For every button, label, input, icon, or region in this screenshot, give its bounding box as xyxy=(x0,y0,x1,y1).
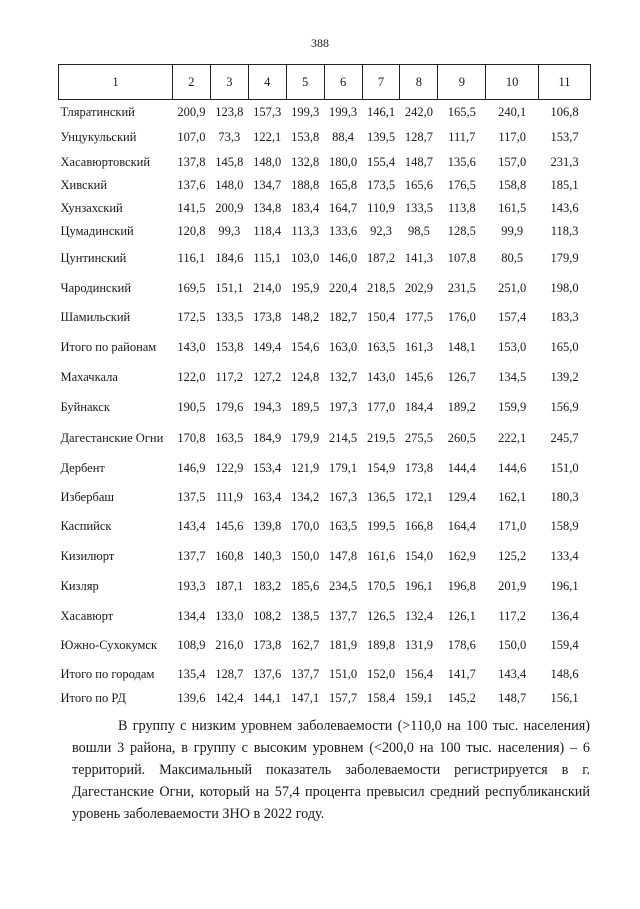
value-cell: 113,8 xyxy=(447,201,476,215)
value-cell: 141,5 xyxy=(177,201,206,215)
value-cell: 179,6 xyxy=(215,399,244,414)
value-cell: 163,5 xyxy=(366,340,396,354)
value-cell: 214,5 xyxy=(329,430,358,445)
value-cell: 158,8 xyxy=(498,178,527,192)
value-cell: 157,7 xyxy=(329,691,358,705)
value-cell: 155,4 xyxy=(366,154,396,169)
value-cell: 113,3 xyxy=(291,224,319,238)
value-cell: 118,4 xyxy=(253,224,282,238)
value-cell: 183,2 xyxy=(253,579,282,593)
value-cell: 139,6 xyxy=(177,691,206,705)
row-name-cell: Цумадинский xyxy=(60,224,134,238)
value-cell: 161,6 xyxy=(366,549,396,563)
value-cell: 131,9 xyxy=(404,638,433,652)
value-cell: 164,7 xyxy=(329,201,358,215)
body-paragraph: В группу с низким уровнем заболеваемости (>110,0 на 100 тыс. населения) вошли 3 района, в группу с высоким уровнем (<200,0 на 100 тыс. населения) – 6 территорий. Максимальный показатель заболеваемости регистрируется в г. Дагестанские Огни, который на 57,4 процента превысил средний республиканский уровень заболеваемости ЗНО в 2022 году. xyxy=(72,718,590,822)
value-cell: 146,0 xyxy=(329,250,358,265)
row-name-cell: Цунтинский xyxy=(60,250,127,265)
value-cell: 107,8 xyxy=(447,250,476,265)
value-cell: 116,1 xyxy=(177,250,206,265)
value-cell: 98,5 xyxy=(407,224,430,238)
value-cell: 183,3 xyxy=(550,310,579,324)
value-cell: 170,8 xyxy=(177,430,206,445)
table-row xyxy=(59,632,591,660)
value-cell: 121,9 xyxy=(291,461,320,475)
value-cell: 231,5 xyxy=(447,280,476,295)
value-cell: 163,5 xyxy=(215,430,244,445)
value-cell: 122,9 xyxy=(215,461,244,475)
value-cell: 142,4 xyxy=(215,691,244,705)
value-cell: 127,2 xyxy=(253,369,282,384)
value-cell: 111,9 xyxy=(215,490,243,504)
column-header: 10 xyxy=(486,65,539,100)
column-header: 8 xyxy=(400,65,438,100)
value-cell: 132,4 xyxy=(404,609,433,623)
value-cell: 136,4 xyxy=(550,609,579,623)
value-cell: 140,3 xyxy=(253,549,282,563)
page-number: 388 xyxy=(311,36,329,50)
table-row xyxy=(59,454,591,484)
row-name-cell: Южно-Сухокумск xyxy=(60,638,158,652)
value-cell: 159,1 xyxy=(404,691,433,705)
value-cell: 159,9 xyxy=(498,399,527,414)
row-name-cell: Дагестанские Огни xyxy=(60,430,164,445)
value-cell: 139,5 xyxy=(366,129,396,144)
value-cell: 103,0 xyxy=(291,250,320,265)
value-cell: 108,2 xyxy=(253,609,282,623)
value-cell: 133,5 xyxy=(215,310,244,324)
table-row xyxy=(59,602,591,632)
value-cell: 143,6 xyxy=(550,201,579,215)
value-cell: 196,1 xyxy=(550,579,579,593)
row-name-cell: Хивский xyxy=(60,178,108,192)
value-cell: 73,3 xyxy=(218,129,241,144)
row-name-cell: Тляратинский xyxy=(60,104,135,119)
value-cell: 189,5 xyxy=(291,399,320,414)
value-cell: 165,8 xyxy=(329,178,358,192)
value-cell: 122,0 xyxy=(177,369,206,384)
value-cell: 150,4 xyxy=(366,310,396,324)
value-cell: 137,7 xyxy=(329,609,358,623)
value-cell: 200,9 xyxy=(177,104,206,119)
value-cell: 144,6 xyxy=(498,461,527,475)
value-cell: 167,3 xyxy=(329,490,358,504)
value-cell: 147,1 xyxy=(291,691,320,705)
value-cell: 133,4 xyxy=(550,549,579,563)
value-cell: 151,1 xyxy=(215,280,244,295)
column-header: 5 xyxy=(286,65,324,100)
table-row xyxy=(59,333,591,363)
value-cell: 125,2 xyxy=(498,549,527,563)
value-cell: 92,3 xyxy=(370,224,392,238)
table-row xyxy=(59,303,591,333)
value-cell: 162,9 xyxy=(447,549,476,563)
value-cell: 128,7 xyxy=(215,666,244,681)
value-cell: 117,0 xyxy=(498,129,526,144)
value-cell: 151,0 xyxy=(329,666,358,681)
value-cell: 216,0 xyxy=(215,638,244,652)
value-cell: 153,7 xyxy=(550,129,579,144)
value-cell: 139,8 xyxy=(253,519,282,533)
row-name-cell: Каспийск xyxy=(60,519,112,533)
value-cell: 251,0 xyxy=(498,280,527,295)
value-cell: 143,0 xyxy=(366,369,396,384)
value-cell: 135,4 xyxy=(177,666,206,681)
value-cell: 194,3 xyxy=(253,399,282,414)
value-cell: 154,6 xyxy=(291,340,320,354)
value-cell: 275,5 xyxy=(404,430,433,445)
value-cell: 180,0 xyxy=(329,154,358,169)
value-cell: 160,8 xyxy=(215,549,244,563)
value-cell: 128,5 xyxy=(447,224,476,238)
value-cell: 242,0 xyxy=(404,104,433,119)
table-row xyxy=(59,175,591,197)
value-cell: 157,0 xyxy=(498,154,527,169)
column-header: 11 xyxy=(539,65,591,100)
value-cell: 148,6 xyxy=(550,666,579,681)
column-header: 9 xyxy=(438,65,486,100)
table-row xyxy=(59,197,591,221)
row-name-cell: Шамильский xyxy=(60,310,131,324)
value-cell: 135,6 xyxy=(447,154,476,169)
value-cell: 158,9 xyxy=(550,519,579,533)
table-row xyxy=(59,125,591,150)
value-cell: 189,2 xyxy=(447,399,476,414)
value-cell: 156,4 xyxy=(404,666,433,681)
row-name-cell: Итого по городам xyxy=(60,666,155,681)
value-cell: 201,9 xyxy=(498,579,527,593)
value-cell: 176,0 xyxy=(447,310,476,324)
value-cell: 120,8 xyxy=(177,224,206,238)
value-cell: 137,5 xyxy=(177,490,206,504)
value-cell: 196,1 xyxy=(404,579,433,593)
value-cell: 148,0 xyxy=(215,178,244,192)
value-cell: 144,4 xyxy=(447,461,476,475)
value-cell: 198,0 xyxy=(550,280,579,295)
table-row xyxy=(59,100,591,125)
value-cell: 150,0 xyxy=(498,638,527,652)
value-cell: 146,1 xyxy=(366,104,396,119)
value-cell: 106,8 xyxy=(550,104,579,119)
value-cell: 170,0 xyxy=(291,519,320,533)
value-cell: 245,7 xyxy=(550,430,579,445)
value-cell: 134,4 xyxy=(177,609,206,623)
value-cell: 134,2 xyxy=(291,490,320,504)
value-cell: 156,9 xyxy=(550,399,579,414)
value-cell: 187,1 xyxy=(215,579,244,593)
value-cell: 180,3 xyxy=(550,490,579,504)
value-cell: 133,0 xyxy=(215,609,244,623)
row-name-cell: Итого по РД xyxy=(60,691,126,705)
value-cell: 144,1 xyxy=(253,691,282,705)
value-cell: 199,3 xyxy=(329,104,358,119)
value-cell: 108,9 xyxy=(177,638,206,652)
row-name-cell: Избербаш xyxy=(60,490,114,504)
value-cell: 137,8 xyxy=(177,154,206,169)
value-cell: 185,6 xyxy=(291,579,320,593)
value-cell: 197,3 xyxy=(329,399,358,414)
table-row xyxy=(59,542,591,572)
value-cell: 148,7 xyxy=(498,691,527,705)
value-cell: 143,4 xyxy=(498,666,527,681)
row-name-cell: Дербент xyxy=(60,461,105,475)
value-cell: 177,0 xyxy=(366,399,396,414)
value-cell: 126,5 xyxy=(366,609,396,623)
value-cell: 141,3 xyxy=(404,250,433,265)
row-name-cell: Унцукульский xyxy=(60,129,137,144)
value-cell: 173,8 xyxy=(253,310,282,324)
value-cell: 143,0 xyxy=(177,340,206,354)
value-cell: 148,2 xyxy=(291,310,320,324)
value-cell: 136,5 xyxy=(366,490,396,504)
table-row xyxy=(59,689,591,709)
value-cell: 165,0 xyxy=(550,340,579,354)
value-cell: 231,3 xyxy=(550,154,579,169)
column-header: 3 xyxy=(210,65,248,100)
value-cell: 132,7 xyxy=(329,369,358,384)
value-cell: 182,7 xyxy=(329,310,358,324)
value-cell: 122,1 xyxy=(253,129,282,144)
table-row xyxy=(59,274,591,303)
value-cell: 145,2 xyxy=(447,691,476,705)
value-cell: 165,5 xyxy=(447,104,476,119)
value-cell: 117,2 xyxy=(498,609,526,623)
value-cell: 260,5 xyxy=(447,430,476,445)
value-cell: 88,4 xyxy=(332,129,355,144)
table-row xyxy=(59,572,591,602)
value-cell: 158,4 xyxy=(366,691,396,705)
value-cell: 179,9 xyxy=(550,250,579,265)
main-table xyxy=(58,64,591,709)
value-cell: 133,6 xyxy=(329,224,358,238)
row-name-cell: Буйнакск xyxy=(60,399,110,414)
value-cell: 148,1 xyxy=(447,340,476,354)
value-cell: 126,7 xyxy=(447,369,476,384)
column-header: 1 xyxy=(59,65,173,100)
value-cell: 161,5 xyxy=(498,201,527,215)
column-header: 2 xyxy=(172,65,210,100)
value-cell: 154,9 xyxy=(366,461,396,475)
value-cell: 165,6 xyxy=(404,178,433,192)
value-cell: 146,9 xyxy=(177,461,206,475)
table-row xyxy=(59,423,591,454)
value-cell: 183,4 xyxy=(291,201,320,215)
column-header: 7 xyxy=(362,65,400,100)
value-cell: 172,1 xyxy=(404,490,433,504)
value-cell: 161,3 xyxy=(404,340,433,354)
value-cell: 150,0 xyxy=(291,549,320,563)
value-cell: 188,8 xyxy=(291,178,320,192)
value-cell: 193,3 xyxy=(177,579,206,593)
value-cell: 118,3 xyxy=(550,224,579,238)
value-cell: 187,2 xyxy=(366,250,396,265)
value-cell: 181,9 xyxy=(329,638,358,652)
value-cell: 145,8 xyxy=(215,154,244,169)
value-cell: 111,7 xyxy=(448,129,476,144)
value-cell: 151,0 xyxy=(550,461,579,475)
value-cell: 178,6 xyxy=(447,638,476,652)
value-cell: 99,3 xyxy=(218,224,241,238)
value-cell: 162,7 xyxy=(291,638,320,652)
value-cell: 157,3 xyxy=(253,104,282,119)
value-cell: 163,4 xyxy=(253,490,282,504)
row-name-cell: Хасавюртовский xyxy=(60,154,151,169)
value-cell: 196,8 xyxy=(447,579,476,593)
value-cell: 179,1 xyxy=(329,461,358,475)
value-cell: 202,9 xyxy=(404,280,433,295)
value-cell: 148,0 xyxy=(253,154,282,169)
value-cell: 129,4 xyxy=(447,490,476,504)
value-cell: 199,5 xyxy=(366,519,396,533)
row-name-cell: Итого по районам xyxy=(60,340,157,354)
value-cell: 173,8 xyxy=(253,638,282,652)
value-cell: 172,5 xyxy=(177,310,206,324)
value-cell: 170,5 xyxy=(366,579,396,593)
value-cell: 189,8 xyxy=(366,638,396,652)
value-cell: 137,7 xyxy=(177,549,206,563)
value-cell: 153,0 xyxy=(498,340,527,354)
value-cell: 157,4 xyxy=(498,310,527,324)
value-cell: 234,5 xyxy=(329,579,358,593)
value-cell: 152,0 xyxy=(366,666,396,681)
table-header-row xyxy=(59,65,591,100)
value-cell: 166,8 xyxy=(404,519,433,533)
row-name-cell: Хунзахский xyxy=(60,201,123,215)
table-row xyxy=(59,392,591,423)
value-cell: 222,1 xyxy=(498,430,527,445)
value-cell: 141,7 xyxy=(447,666,476,681)
value-cell: 154,0 xyxy=(404,549,433,563)
table-row xyxy=(59,484,591,512)
value-cell: 137,6 xyxy=(253,666,282,681)
table-row xyxy=(59,512,591,542)
value-cell: 149,4 xyxy=(253,340,282,354)
value-cell: 137,7 xyxy=(291,666,320,681)
value-cell: 218,5 xyxy=(366,280,396,295)
value-cell: 162,1 xyxy=(498,490,527,504)
value-cell: 145,6 xyxy=(215,519,244,533)
row-name-cell: Чародинский xyxy=(60,280,132,295)
value-cell: 159,4 xyxy=(550,638,579,652)
value-cell: 80,5 xyxy=(501,250,524,265)
value-cell: 185,1 xyxy=(550,178,579,192)
value-cell: 138,5 xyxy=(291,609,320,623)
value-cell: 148,7 xyxy=(404,154,433,169)
column-header: 6 xyxy=(324,65,362,100)
value-cell: 177,5 xyxy=(404,310,433,324)
value-cell: 214,0 xyxy=(253,280,282,295)
value-cell: 184,6 xyxy=(215,250,244,265)
value-cell: 145,6 xyxy=(404,369,433,384)
value-cell: 240,1 xyxy=(498,104,527,119)
table-row xyxy=(59,243,591,274)
value-cell: 128,7 xyxy=(404,129,433,144)
value-cell: 110,9 xyxy=(367,201,395,215)
value-cell: 190,5 xyxy=(177,399,206,414)
row-name-cell: Кизляр xyxy=(60,579,99,593)
value-cell: 220,4 xyxy=(329,280,358,295)
value-cell: 132,8 xyxy=(291,154,320,169)
value-cell: 171,0 xyxy=(498,519,527,533)
value-cell: 219,5 xyxy=(366,430,396,445)
value-cell: 153,8 xyxy=(215,340,244,354)
table-row xyxy=(59,150,591,175)
value-cell: 139,2 xyxy=(550,369,579,384)
value-cell: 123,8 xyxy=(215,104,244,119)
value-cell: 134,7 xyxy=(253,178,282,192)
value-cell: 153,4 xyxy=(253,461,282,475)
value-cell: 169,5 xyxy=(177,280,206,295)
value-cell: 184,4 xyxy=(404,399,433,414)
row-name-cell: Хасавюрт xyxy=(60,609,114,623)
value-cell: 133,5 xyxy=(404,201,433,215)
value-cell: 163,0 xyxy=(329,340,358,354)
value-cell: 153,8 xyxy=(291,129,320,144)
value-cell: 173,8 xyxy=(404,461,433,475)
table-row xyxy=(59,363,591,392)
column-header: 4 xyxy=(248,65,286,100)
value-cell: 117,2 xyxy=(215,369,244,384)
value-cell: 134,8 xyxy=(253,201,282,215)
value-cell: 195,9 xyxy=(291,280,320,295)
value-cell: 173,5 xyxy=(366,178,396,192)
value-cell: 107,0 xyxy=(177,129,206,144)
value-cell: 147,8 xyxy=(329,549,358,563)
value-cell: 99,9 xyxy=(501,224,524,238)
value-cell: 137,6 xyxy=(177,178,206,192)
value-cell: 200,9 xyxy=(215,201,244,215)
table-row xyxy=(59,221,591,243)
value-cell: 124,8 xyxy=(291,369,320,384)
row-name-cell: Махачкала xyxy=(60,369,118,384)
value-cell: 115,1 xyxy=(253,250,282,265)
value-cell: 199,3 xyxy=(291,104,320,119)
value-cell: 179,9 xyxy=(291,430,320,445)
value-cell: 134,5 xyxy=(498,369,527,384)
value-cell: 126,1 xyxy=(447,609,476,623)
value-cell: 143,4 xyxy=(177,519,206,533)
table-body xyxy=(59,100,591,709)
row-name-cell: Кизилюрт xyxy=(60,549,115,563)
table-row xyxy=(59,660,591,689)
value-cell: 163,5 xyxy=(329,519,358,533)
value-cell: 176,5 xyxy=(447,178,476,192)
value-cell: 184,9 xyxy=(253,430,282,445)
value-cell: 164,4 xyxy=(447,519,476,533)
value-cell: 156,1 xyxy=(550,691,579,705)
